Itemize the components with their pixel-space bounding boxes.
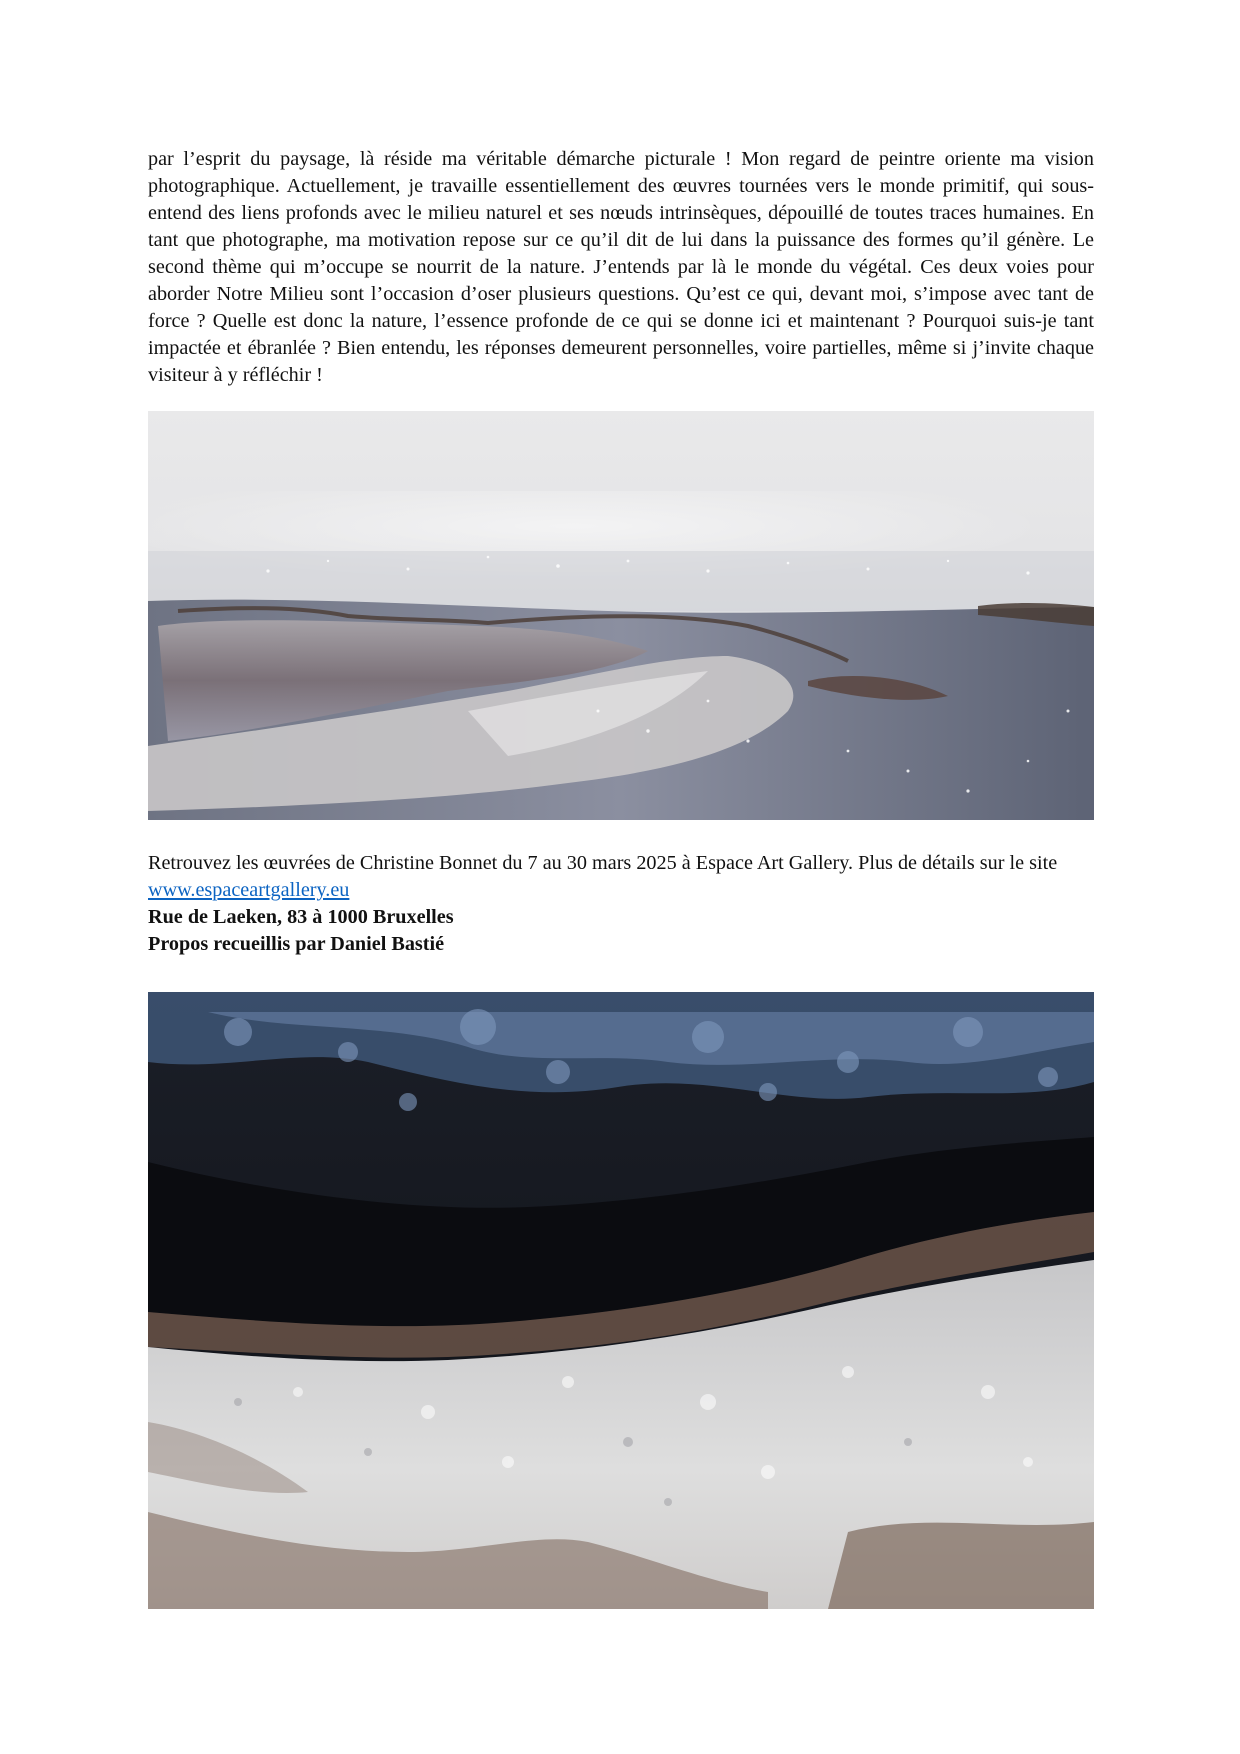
gallery-website-link[interactable]: www.espaceartgallery.eu — [148, 879, 350, 901]
landscape-photo-abstract — [148, 992, 1094, 1609]
gallery-address: Rue de Laeken, 83 à 1000 Bruxelles — [148, 906, 454, 928]
article-paragraph: par l’esprit du paysage, là réside ma véritable démarche picturale ! Mon regard de peintre oriente ma vision photographique. Actuellement, je travaille essentiellement des œuvres tournées vers le monde primitif, qui sous-entend des liens profonds avec le milieu naturel et ses nœuds intrinsèques, dépouillé de toutes traces humaines. En tant que photographe, ma motivation repose sur ce qu’il dit de lui dans la puissance des formes qu’il génère. Le second thème qui m’occupe se nourrit de la nature. J’entends par là le monde du végétal. Ces deux voies pour aborder Notre Milieu sont l’occasion d’oser plusieurs questions. Qu’est ce qui, devant moi, s’impose avec tant de force ? Quelle est donc la nature, l’essence profonde de ce qui se donne ici et maintenant ? Pourquoi suis-je tant impactée et ébranlée ? Bien entendu, les réponses demeurent personnelles, voire partielles, même si j’invite chaque visiteur à y réfléchir ! — [148, 148, 1094, 386]
exhibition-intro: Retrouvez les œuvrées de Christine Bonnet du 7 au 30 mars 2025 à Espace Art Gallery. Plus de détails sur le site — [148, 852, 1058, 874]
document-page — [148, 146, 1094, 1609]
exhibition-info — [148, 850, 1094, 958]
interview-credit: Propos recueillis par Daniel Bastié — [148, 933, 445, 955]
exhibition-announcement — [148, 850, 1094, 904]
landscape-photo-mist — [148, 411, 1094, 820]
